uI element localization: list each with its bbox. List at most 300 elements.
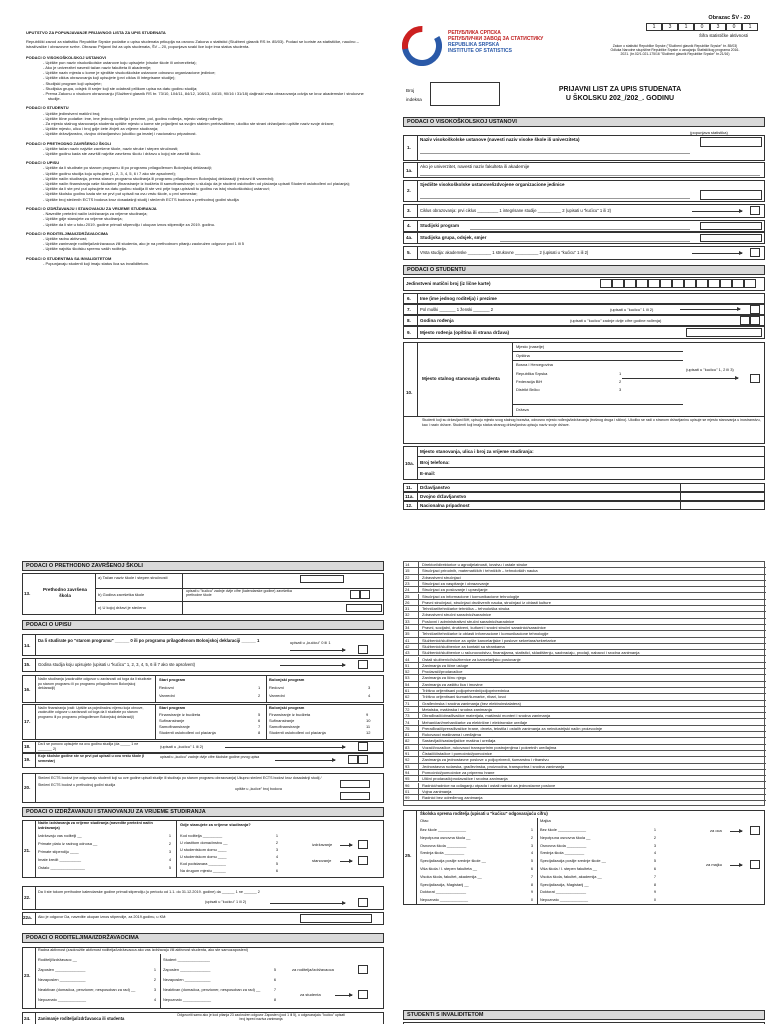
row-17-label: Način finansiranja (važi: Upišite za pojedinačnu nijemu koja obnove, zaokružite odgovor u zavisnosti od toga da li studirate po starom programu ili po programu prilagođenom Bolonjskoj deklaraciji) <box>38 706 144 719</box>
option-label: Nepotpuna osnovna škola __ <box>540 834 591 840</box>
option-label: Nezaposlen ____________ <box>38 977 86 982</box>
option-row <box>420 849 535 857</box>
instructions-item: - Za mjesto stalnog stanovanja studenta upišite mjesto u kome ste prijavljeni sa svojim stalnim prebivalištem; ukoliko ste strani državljanin upišite naziv svoje države; <box>43 121 335 127</box>
occupation-code: 51 <box>404 663 419 669</box>
row-13-b-box-2[interactable] <box>360 590 370 599</box>
option-code: 2 <box>275 840 278 845</box>
option-row <box>38 955 158 965</box>
stat-code-digit: 3 <box>710 23 726 31</box>
occupation-name: Metalska, mašinska i srodna zanimanja <box>422 706 492 712</box>
tag-za-majku: za majku <box>706 862 723 867</box>
occupation-code: 95 <box>404 776 419 782</box>
occupation-row <box>404 776 766 782</box>
instructions-sections <box>26 55 370 266</box>
row-10-fields <box>512 342 682 416</box>
instructions-heading: PODACI O IZDRŽAVANJU I STANOVANJU ZA VRIJEME STUDIRANJA <box>26 205 157 211</box>
option-label: Specijalizacija poslije srednje škole __ <box>540 858 606 864</box>
row-16-label: Način studiranja (zaokružite odgovor u zavisnosti od toga da li studirate po starom programu ili po programu prilagođenom Bolonjskoj deklaraciji) <box>38 677 152 690</box>
option-row <box>180 867 280 874</box>
r17-code-9: 9 <box>366 712 369 717</box>
org-line-2: РЕПУБЛИЧКИ ЗАВОД ЗА СТАТИСТИКУ <box>448 36 544 42</box>
jmb-digit-box[interactable] <box>672 279 684 288</box>
jmb-digit-box[interactable] <box>600 279 612 288</box>
row-22-box[interactable] <box>358 898 368 907</box>
option-label: Nepoznato _____________ <box>420 897 469 903</box>
row-13-c: c) U kojoj državi je stečeno <box>98 605 146 610</box>
occupation-name: Tehničari/tehničarke iz oblasti informacione i komunikacione tehnologije <box>422 631 549 637</box>
row-19-box-1[interactable] <box>348 755 358 764</box>
option-label: Imate kredit __________ <box>38 857 82 862</box>
row-13-hint: upisati u "kućicu" zadnje dvije cifre (kalendarske godine) završetka prethodne škole <box>186 589 292 598</box>
row-8-box-2[interactable] <box>750 316 760 325</box>
option-row <box>38 848 173 856</box>
stats-note: (popunjava statistika) <box>690 130 728 135</box>
option-row <box>420 857 535 865</box>
instructions-item: - Navedite pretežni način izdržavanja za vrijeme studiranja; <box>43 211 148 217</box>
r21-tag-izdrzavanje: izdržavanje <box>312 842 333 847</box>
r23-tag-roditelj: za roditelja/izdržavaoca <box>292 967 334 972</box>
occupation-name: Jednostavna rudarska, građevinska, proizvodna, transportna i srodna zanimanja <box>422 763 565 769</box>
r16-old-1: Redovni <box>159 685 174 690</box>
option-row <box>540 834 658 842</box>
occupation-code: 34 <box>404 625 419 631</box>
instructions-item: - Upišite najvišu školsku spremu vaših roditelja. <box>43 246 127 252</box>
option-label: Nepoznato _____________ <box>163 997 212 1002</box>
option-row <box>163 965 278 975</box>
r10-code-3: 3 <box>619 387 622 392</box>
stat-code-digit: 1 <box>646 23 662 31</box>
row-21-box-stanovanje[interactable] <box>358 856 368 865</box>
option-row <box>180 839 280 846</box>
r16-new-2: Vanredni <box>269 693 285 698</box>
jmb-digit-box[interactable] <box>660 279 672 288</box>
row-9-code[interactable] <box>686 328 762 337</box>
row-7-box[interactable] <box>750 305 760 314</box>
option-row <box>163 975 278 985</box>
option-row <box>420 896 535 904</box>
option-code: 5 <box>273 967 276 972</box>
row-19-hint: upisati u „kućicu" zadnje dvije cifre školske godine prvog upisa <box>160 755 260 759</box>
row-10a-head: Mjesto stanovanja, ulica i broj za vrijeme studiranja: <box>420 449 534 454</box>
option-code: 4 <box>168 857 171 862</box>
stat-code-boxes <box>646 23 758 31</box>
jmb-digit-box[interactable] <box>684 279 696 288</box>
instructions-item: - Studijski program koji upisujete; <box>43 80 102 86</box>
instructions-item: - Upišite ciklus obrazovanja koji upisujete (prvi ciklus ili integrisane studije); <box>43 75 176 81</box>
occupation-name: Zanimanja za lične usluge <box>422 662 469 668</box>
occupation-name: Tržišno orijentisani šumari/šumarke, ribari, lovci <box>422 694 507 700</box>
row-12-label: Nacionalna pripadnost <box>420 503 470 508</box>
tag-za-oca: za oca <box>710 828 722 833</box>
option-code: 7 <box>530 873 533 879</box>
row-3-box[interactable] <box>750 206 760 215</box>
row-13-number: 13. <box>24 591 31 596</box>
occupation-code: 14 <box>404 562 419 568</box>
row-14-number: 14. <box>24 643 31 648</box>
occupation-name: Radnici/radnice na odlaganju otpada i ostali radnici za jednostavne poslove <box>422 782 556 788</box>
option-code: 1 <box>168 833 171 838</box>
occupation-name: Zanimanja za ličnu njegu <box>422 675 467 681</box>
occupation-name: Pravni stručnjaci, stručnjaci društvenih nauka, stručnjaci iz oblasti kulture <box>422 599 551 605</box>
option-code: 2 <box>653 834 656 840</box>
row-18-label: Da li se ponovo upisujete na ovu godinu studija (da _____ 1 ne _______ 2) <box>38 742 139 751</box>
option-label: Viša škola / I. stepen fakulteta __ <box>420 865 478 871</box>
jmb-digit-box[interactable] <box>708 279 720 288</box>
instructions-item: - Studijska grupa, odsjek ili smjer koji ste odabrali prilikom upisa na datu godinu studija; <box>43 85 198 91</box>
occupation-name: Stručnjaci za vaspitanje i obrazovanje <box>422 580 489 586</box>
row-5-box[interactable] <box>750 248 760 257</box>
jmb-digit-box[interactable] <box>636 279 648 288</box>
occupation-name: Mehaničari/mehaničarke za električne i elektronske uređaje <box>422 719 528 725</box>
r16-new-head: Bolonjski program <box>269 677 305 682</box>
org-line-1: РЕПУБЛИКА СРПСКА <box>448 30 501 36</box>
r17-code-10: 10 <box>366 718 371 723</box>
instructions-intro: Republički zavod za statistiku Republike Srpske podatke o upisu studenata prikuplja na osnovu Zakona o statistici (Službeni glasnik RS br. 85/03). Podaci se koriste za statističke, naučno – istraživačke i obrazovne svrhe. Obrazac Prijavni list za upis studenata, ŠV – 20, popunjava svaki lice koje ima status studenta. <box>26 39 359 50</box>
option-label: Specijalizacija, Magistarij __ <box>420 881 469 887</box>
row-8-box-1[interactable] <box>740 316 750 325</box>
instructions-item: - Prema Zakonu o visokom obrazovanju (Službeni glasnik RS br. 73/10, 104/11, 84/12, 108/13, 44/15, 90/16 i 31/18) daljinski vrsta obrazovanja odvija se kroz akademske i strukovne studije. <box>43 91 364 102</box>
row-13-a-code[interactable] <box>300 575 344 583</box>
row-7-number: 7. <box>407 307 411 312</box>
instructions-item: - Upišite lične podatke: ime, ime jednog roditelja i prezime, pol, godinu rođenja, mjesto vašeg rođenja; <box>43 115 223 121</box>
row-16-number: 16. <box>24 687 31 692</box>
row-15-box[interactable] <box>358 660 368 669</box>
option-code: 4 <box>275 854 278 859</box>
r10-field-rs: Republika Srpska <box>516 371 548 376</box>
row-25-head: Školska sprema roditelja (upisati u "kućicu" odgovarajuću cifru) <box>420 811 548 816</box>
r17-new-4: Studenti oslobođeni od plaćanja <box>269 730 326 735</box>
option-code: 2 <box>168 841 171 846</box>
row-13-c-code[interactable] <box>346 604 382 612</box>
row-14-box[interactable] <box>358 645 368 654</box>
occupation-code: 74 <box>404 720 419 726</box>
occupation-code: 82 <box>404 738 419 744</box>
option-row <box>420 834 535 842</box>
jmb-digit-box[interactable] <box>744 279 756 288</box>
occupation-name: Čistači/čistačice i pomoćnici/pomoćnice <box>422 751 493 756</box>
row-4-label: Studijski program <box>420 223 460 228</box>
r10-code-1: 1 <box>619 371 622 376</box>
occupation-code: 91 <box>404 751 419 757</box>
row-3-number: 3. <box>407 208 411 213</box>
section-visoka: PODACI O VISOKOŠKOLSKOJ USTANOVI <box>403 117 765 127</box>
r10-field-brcko: Distrikt Brčko <box>516 387 540 392</box>
option-label: Izdržavaju vas roditelji __ <box>38 833 82 838</box>
option-label: Srednja škola _________ <box>420 850 465 856</box>
occupation-code: 71 <box>404 701 419 707</box>
option-row <box>420 842 535 850</box>
row-16-grid <box>155 675 375 703</box>
row-8-label: Godina rođenja <box>420 318 454 323</box>
occupation-row <box>404 713 766 719</box>
option-label: Ostalo ________________ <box>38 865 85 870</box>
option-label: Bez škole _____________ <box>540 827 587 832</box>
instructions-item: - Ako je univerzitet navesti tačan naziv fakulteta ili akademije; <box>43 65 152 71</box>
r16-code-2: 2 <box>258 693 261 698</box>
instructions-item: - Upišite tačan naziv najviše završene škole, naziv struke i stepen stručnosti; <box>43 145 179 151</box>
row-11a-number: 11a. <box>405 494 414 499</box>
row-4a-code[interactable] <box>700 234 762 242</box>
occupation-code: 32 <box>404 612 419 618</box>
row-1-number: 1. <box>407 145 411 150</box>
instructions-item: - Upišite jedinstveni matični broj; <box>43 110 101 116</box>
option-row <box>38 965 158 975</box>
jmb-digit-box[interactable] <box>648 279 660 288</box>
row-13-b-box-1[interactable] <box>350 590 360 599</box>
occupation-name: Ulični prodavači/prodavačice i srodna zanimanja <box>422 776 508 782</box>
row-21-box-izdrzavanje[interactable] <box>358 840 368 849</box>
jmb-digit-box[interactable] <box>696 279 708 288</box>
row-19-label: Koje školske godine ste se prvi put upisali u ovu vrstu škole (I semestar) <box>38 754 145 763</box>
instructions-panel <box>26 30 370 266</box>
row-10-number: 10. <box>406 390 413 395</box>
option-code: 8 <box>530 881 533 887</box>
occupation-name: Službenici/službenice za opšte kancelarijske i poslove sekretara/sekretarice <box>422 637 557 643</box>
r16-old-head: Stari program <box>159 677 186 682</box>
occupation-code: 93 <box>404 764 419 770</box>
r17-new-1: Finansiranje iz budžeta <box>269 712 311 717</box>
option-row <box>540 857 658 865</box>
option-row <box>38 832 173 840</box>
row-2-code[interactable] <box>700 190 762 200</box>
row-15-label: Godina studija koju upisujete (upisati u "kućicu" 1, 2, 3, 4, 5, 6 ili 7 ako ste apsolvent) <box>38 662 196 667</box>
option-label: Zaposlen ______________ <box>38 967 86 972</box>
row-8-number: 8. <box>407 318 411 323</box>
occupation-name: Stručnjaci prirodnih, matematičkih i tehničkih – tehnoloških nauka <box>422 568 538 574</box>
r17-new-2: Sufinansiranje <box>269 718 295 723</box>
jmb-digit-box[interactable] <box>624 279 636 288</box>
occupation-code: 54 <box>404 682 419 688</box>
row-6-label: Ime (ime jednog roditelja) i prezime <box>420 296 497 301</box>
row-25-box-otac[interactable] <box>750 826 760 835</box>
option-code: 6 <box>273 977 276 982</box>
r21-tag-stanovanje: stanovanje <box>312 858 332 863</box>
row-8-hint: (upisati u "kućicu" zadnje dvije cifre godine rođenja) <box>570 318 662 323</box>
stat-code-digit: 0 <box>726 23 742 31</box>
r17-code-11: 11 <box>366 724 371 729</box>
option-code: 8 <box>653 881 656 887</box>
row-18-hint: (upisati u „kućicu" 1 ili 2) <box>160 744 204 749</box>
option-label: Visoka škola, fakultet, akademija __ <box>540 873 602 879</box>
edu-majka-list <box>540 826 658 904</box>
r17-old-3: Samofinansiranje <box>159 724 190 729</box>
stat-activity-label: Šifra statističke aktivnosti <box>698 33 748 38</box>
row-11-number: 11. <box>406 485 413 490</box>
occupation-name: Prerađivači/prerađivačice hrane, drveta, tekstila i ostalih zanimanja za neindustrijski način proizvodnje <box>422 725 603 731</box>
r17-old-head: Stari program <box>159 705 186 710</box>
r21-left-head: Način izdržavanja za vrijeme studiranja (navedite pretežni način izdržavanja) <box>38 821 153 830</box>
r17-code-8: 8 <box>258 730 261 735</box>
option-row <box>420 873 535 881</box>
occupation-code: 81 <box>404 732 419 738</box>
legal-note: Zakon o statistici Republike Srpske ("Službeni glasnik Republike Srpske" br. 85/03) Odluka Narodne skupštine Republike Srpske o usvajanju Statističkog programa 2016-2021. (br.02/1-021-175/16 "Službeni glasnik Republike Srpske" br.21/16) <box>610 44 740 57</box>
row-10-box[interactable] <box>750 374 760 383</box>
option-row <box>540 873 658 881</box>
occupation-row <box>404 745 766 751</box>
option-code: 9 <box>530 889 533 895</box>
occupation-code: 41 <box>404 638 419 644</box>
occupation-name: Zanimanja za zaštitu lica i imovine <box>422 681 483 687</box>
occupation-code: 75 <box>404 726 419 732</box>
option-row <box>38 975 158 985</box>
broj-indeksa-field[interactable] <box>430 82 500 106</box>
instructions-item: - Upišite godinu kada ste završili najviše završenu školu i državu u kojoj ste završili školu. <box>43 151 201 157</box>
row-22a-amount[interactable] <box>300 914 372 923</box>
jmb-digit-box[interactable] <box>732 279 744 288</box>
row-20-total-box[interactable] <box>340 780 370 788</box>
row-17-number: 17. <box>24 719 31 724</box>
occupation-code: 35 <box>404 631 419 637</box>
occupation-code: 52 <box>404 669 419 675</box>
row-20-hint: upišite u „kućice" broj bodova <box>235 787 282 791</box>
option-row <box>420 881 535 889</box>
option-row <box>38 856 173 864</box>
r17-old-4: Studenti oslobođeni od plaćanja <box>159 730 216 735</box>
option-code: 0 <box>530 897 533 903</box>
r10-field-drzava: Država <box>516 407 529 412</box>
option-code: 5 <box>275 861 278 866</box>
option-code: 3 <box>653 842 656 848</box>
r10-field-naselje: Mjesto (naselje) <box>516 344 545 349</box>
occupation-name: Službenici/službenice u računovodstvu, finansijama, statistici, skladištenju, saobraćaju, prodaji, nabavci i srodna zanimanja <box>422 650 640 656</box>
row-5-label: Vrsta studija: akademske __________ 1 strukovne __________ 2 (upisati u "kućicu" 1 ili 2) <box>420 250 589 255</box>
row-23-box-student[interactable] <box>358 990 368 999</box>
option-code: 5 <box>530 858 533 864</box>
row-5-number: 5. <box>407 250 411 255</box>
occupation-name: Vojna zanimanja <box>422 788 452 794</box>
r16-old-2: Vanredni <box>159 693 175 698</box>
occupation-code: 25 <box>404 594 419 600</box>
row-20-label: Stečeni ECTS bodovi (ne odgovaraju studenti koji su ove godine upisali studije ili studiraju po starom programu obrazovanja) Ukupno stečeni ECTS bodovi kroz dosadašnji studij / Stečeni ECTS bodovi u prethodnoj godini studija <box>38 776 322 787</box>
instructions-heading: PODACI O RODITELJIMA/IZDRŽAVAOCIMA <box>26 230 109 236</box>
option-row <box>38 995 158 1005</box>
row-2-label: Sjedište visokoškolske ustanove/izdvojene organizacione jedinice <box>420 182 565 187</box>
r17-code-12: 12 <box>366 730 371 735</box>
instructions-heading: PODACI O STUDENTU <box>26 105 69 111</box>
row-10-label: Mjesto stalnog stanovanja studenta <box>422 376 500 381</box>
option-row <box>38 840 173 848</box>
option-label: Kod roditelja _________ <box>180 833 223 838</box>
occupation-name: Službenici/službenice za kontakt sa strankama <box>422 643 505 649</box>
option-code: 1 <box>530 827 533 832</box>
option-row <box>163 995 278 1005</box>
edu-otac-list <box>420 826 535 904</box>
instructions-item: - Upišite godinu studija koju upisujete (1, 2, 3, 4, 5, 6 i 7 ako ste apsolvent); <box>43 170 176 176</box>
occupation-code: 31 <box>404 606 419 612</box>
instructions-item: - Upišite način studiranja, prema starom programu studiranja ili programu prilagođenom Bolonjskoj deklaraciji (redovni ili vanredni); <box>43 175 275 181</box>
row-10-hint: (upisati u "kućicu" 1, 2 ili 3) <box>686 367 734 372</box>
option-code: 0 <box>653 897 656 903</box>
option-row <box>420 826 535 834</box>
instructions-item: - Upišite zanimanje roditelja/izdržavaoca i/ili studenta, ako je na prethodnom pitanju zaokružen odgovor pod 1 ili 5 <box>43 241 245 247</box>
option-row <box>180 853 280 860</box>
occupation-name: Obrađivači/obrađivačice materijala, mašinski monteri i srodna zanimanja <box>422 713 551 719</box>
option-code: 4 <box>653 850 656 856</box>
option-code: 8 <box>273 997 276 1002</box>
row-2-number: 2. <box>407 188 411 193</box>
instructions-item: - Upišite pun naziv visokoškolske ustanove koju upisujete (visoke škole ili univerziteta); <box>43 59 197 65</box>
occupation-code: 94 <box>404 770 419 776</box>
option-row <box>540 826 658 834</box>
option-row <box>540 849 658 857</box>
row-13-label: Prethodno završena škola <box>43 587 87 598</box>
row-1a-number: 1a. <box>406 168 413 173</box>
option-label: Neaktivan (domaćica, penzioner, nesposoban za rad) __ <box>38 987 136 992</box>
row-22a-label: Ako je odgovor Da, navedite ukupan iznos stipendije, za 2019.godinu, u KM: <box>38 915 167 919</box>
row-4-number: 4. <box>407 223 411 228</box>
row-4a-label: Studijska grupa, odsjek, smjer <box>420 235 487 240</box>
option-label: Nepoznato _____________ <box>540 897 589 903</box>
option-code: 3 <box>275 847 278 852</box>
form-code: Obrazac ŠV - 20 <box>708 15 750 21</box>
row-14-label: Da li studirate po "starom programu" ______ 0 ili po programu prilagođenom Bolonjskoj deklaraciji ______ 1 <box>38 638 260 643</box>
option-label: Srednja škola _________ <box>540 850 585 856</box>
instructions-item: - Upišite državljanstvo, dvojno državljanstvo (ukoliko ga imate) i nacionalnu pripadnost. <box>43 131 197 137</box>
instructions-heading: PODACI O UPISU <box>26 160 60 166</box>
option-label: Nezaposlen ____________ <box>163 977 211 982</box>
occupation-name: Sastavljači/sastavljačice mašina i uređaja <box>422 738 496 744</box>
r21-right-head: Gdje stanujete za vrijeme studiranja? <box>180 822 251 827</box>
option-code: 1 <box>275 833 278 838</box>
r17-code-5: 5 <box>258 712 261 717</box>
occupation-code: 96 <box>404 783 419 789</box>
option-row <box>540 888 658 896</box>
otac-label: Otac <box>420 818 429 823</box>
option-row <box>180 860 280 867</box>
row-18-number: 18. <box>24 744 31 749</box>
row-22-number: 22. <box>24 895 31 900</box>
row-23-box-roditelj[interactable] <box>358 965 368 974</box>
row-19-box-2[interactable] <box>358 755 368 764</box>
instructions-heading: PODACI O STUDENTIMA SA INVALIDITETOM <box>26 255 112 261</box>
occupation-name: Ostali službenici/službenice za kancelarijsko poslovanje <box>422 656 521 662</box>
occupation-code: 33 <box>404 619 419 625</box>
broj-indeksa-label: Broj indeksa <box>406 88 422 102</box>
section-izdrzavanje: PODACI O IZDRŽAVANJU I STANOVANJU ZA VRIJEME STUDIRANJA <box>22 807 384 817</box>
r16-new-1: Redovni <box>269 685 284 690</box>
row-18-box[interactable] <box>358 742 368 751</box>
jmb-digit-box[interactable] <box>612 279 624 288</box>
option-code: 3 <box>153 987 156 992</box>
row-14-hint: upisati u „kućicu" 0 ili 1 <box>290 640 331 645</box>
occupation-code: 73 <box>404 713 419 719</box>
r10-field-opstina: Opština <box>516 353 530 358</box>
row-25-number: 25. <box>405 853 412 858</box>
occupation-name: Pravni, socijalni, društveni, kulturni i srodni stručni saradnici/saradnice <box>422 625 546 630</box>
row-20-prev-box[interactable] <box>340 792 370 800</box>
row-1-code[interactable] <box>700 137 762 147</box>
row-13-b: b) Godina završetka škole <box>98 592 145 597</box>
row-25-box-majka[interactable] <box>750 860 760 869</box>
row-13-a: a) Tačan naziv škole i stepen stručnosti <box>98 575 168 580</box>
option-label: Nepoznato _____________ <box>38 997 87 1002</box>
stat-code-digit: 3 <box>662 23 678 31</box>
option-label: Student _______________ <box>163 957 210 962</box>
stat-code-digit: 0 <box>694 23 710 31</box>
option-label: Osnovna škola _________ <box>540 842 587 848</box>
jmb-digit-box[interactable] <box>720 279 732 288</box>
r10-code-2: 2 <box>619 379 622 384</box>
row-4-code[interactable] <box>700 222 762 230</box>
option-label: Bez škole _____________ <box>420 827 467 832</box>
row-3-label: Ciklus obrazovanja: prvi ciklus _________ 1 integrisane studije __________ 2 (upisati u "kućicu" 1 ili 2) <box>420 208 612 213</box>
r23-tag-student: za studenta <box>300 992 321 997</box>
row-23-number: 23. <box>24 973 31 978</box>
option-code: 1 <box>653 827 656 832</box>
row-17-grid <box>155 704 375 740</box>
row-24-hint: Odgovoriti samo ako je kod pitanja 23 zaokružen odgovor Zaposlen (pod 1 ili 5), u odgovarajuću "kućicu" upisati broj ispred naziva zanimanja <box>177 1013 345 1022</box>
option-row <box>420 865 535 873</box>
